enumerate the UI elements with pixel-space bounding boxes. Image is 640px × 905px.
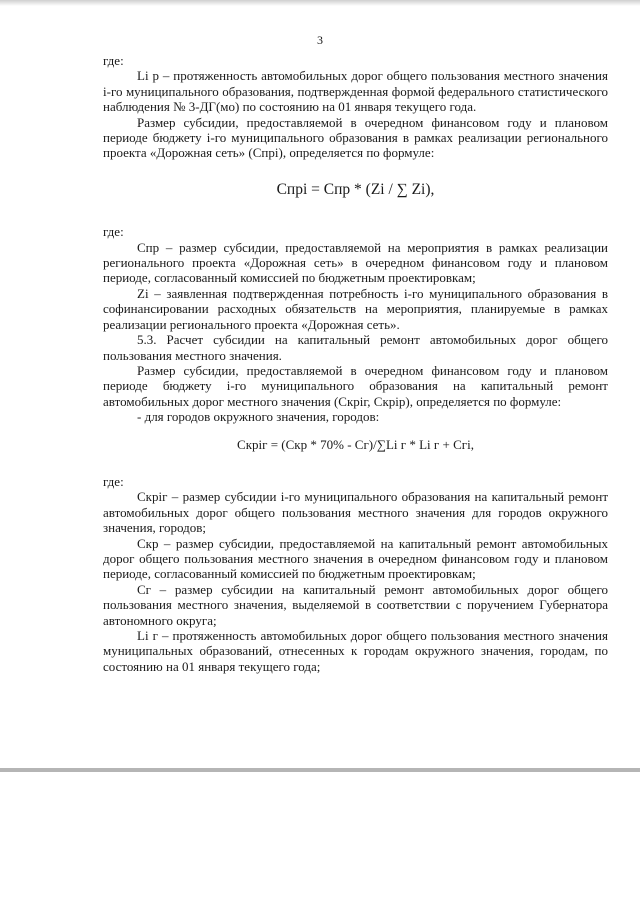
formula-capital-repair: Скріг = (Скр * 70% - Сг)/∑Li г * Li г + Сгі, (237, 436, 474, 452)
definition-zi: Zi – заявленная подтвержденная потребность i-го муниципального образования в софинансировании расходных обязательств на мероприятия, планируемые в рамках реализации регионального проекта «Дорожная сеть». (103, 285, 608, 332)
definition-li-g: Li г – протяженность автомобильных дорог общего пользования местного значения муниципальных образований, отнесенных к городам окружного значения, городам, по состоянию на 01 января текущего года; (103, 628, 608, 674)
scan-edge-bottom (0, 768, 640, 772)
definition-li-p: Li p – протяженность автомобильных дорог общего пользования местного значения i-го муниципального образования, подтвержденная формой федерального статистического наблюдения № 3-ДГ(мо) по состоянию на 01 января текущего года. (103, 68, 608, 115)
subsidy-road-network-paragraph: Размер субсидии, предоставляемой в очередном финансовом году и плановом периоде бюджету i-го муниципального образования в рамках реализации регионального проекта «Дорожная сеть» (Спрі), определяется по формуле: (103, 114, 608, 161)
where-label: где: (103, 473, 124, 489)
scan-edge-top (0, 0, 640, 6)
section-5-3-heading: 5.3. Расчет субсидии на капитальный ремонт автомобильных дорог общего пользования местного значения. (103, 332, 608, 363)
page-number: 3 (317, 33, 323, 47)
definition-skr: Скр – размер субсидии, предоставляемой на капитальный ремонт автомобильных дорог общего пользования местного значения в очередном финансовом году и плановом периоде, согласованный комиссией по бюджетным проектировкам; (103, 535, 608, 582)
document-body (103, 53, 608, 674)
definition-skrig: Скріг – размер субсидии i-го муниципального образования на капитальный ремонт автомобильных дорог общего пользования местного значения для городов окружного значения, городов; (103, 489, 608, 536)
definition-sg: Сг – размер субсидии на капитальный ремонт автомобильных дорог общего пользования местного значения, выделяемой в соответствии с поручением Губернатора автономного округа; (103, 581, 608, 628)
formula-road-network: Спрі = Спр * (Zi / ∑ Zi), (276, 180, 435, 198)
where-label: где: (103, 224, 124, 240)
definition-spr: Спр – размер субсидии, предоставляемой на мероприятия в рамках реализации регионального проекта «Дорожная сеть» в очередном финансовом году и плановом периоде, согласованный комиссией по бюджетным проектировкам; (103, 239, 608, 286)
capital-repair-paragraph: Размер субсидии, предоставляемой в очередном финансовом году и плановом периоде бюджету i-го муниципального образования на капитальный ремонт автомобильных дорог местного значения (Скріг, Скрір), определяется по формуле: (103, 362, 608, 409)
cities-list-item: - для городов окружного значения, городов: (137, 409, 380, 425)
where-label: где: (103, 53, 124, 68)
